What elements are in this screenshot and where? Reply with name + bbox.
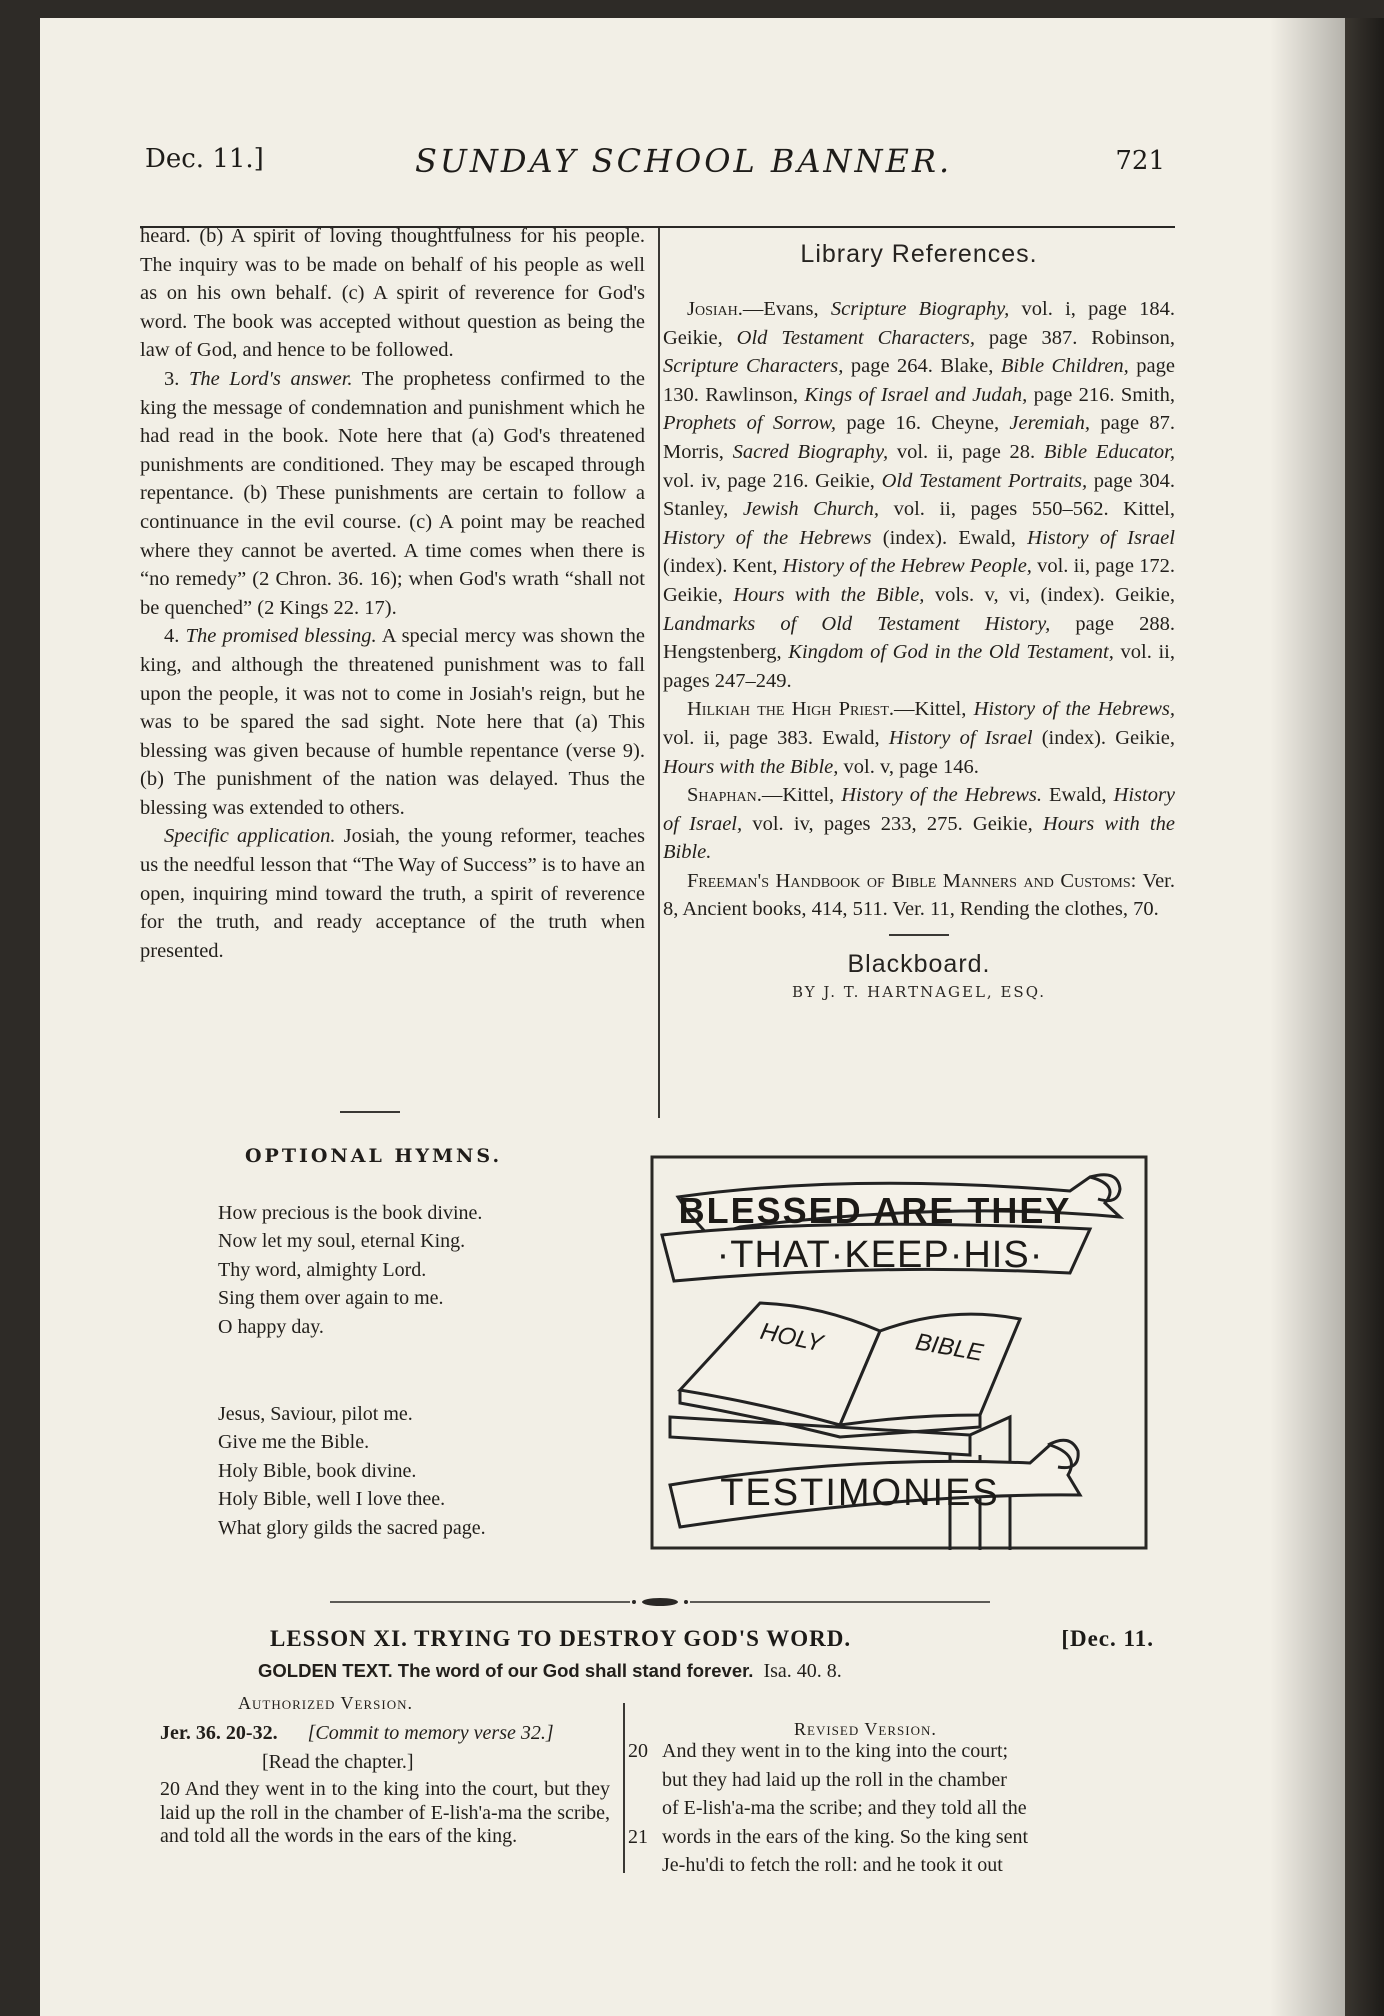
verse-number: 20 [628, 1740, 648, 1762]
verse-number [628, 1851, 662, 1880]
book-title: History of the Hebrew People, [782, 555, 1032, 578]
right-column [663, 240, 1175, 1001]
banner-mid-text: ·THAT·KEEP·HIS· [716, 1234, 1044, 1276]
section-heading: The promised blessing. [185, 625, 377, 648]
section-text: A special mercy was shown the king, and although the threatened punishment was to fall upon the people, it was not to come in Josiah's reign, but he was to be spared the sad sight. Note here that (a) This blessing was given because of humble repentance (verse 9). (b) The punishment of the nation was delayed. Thus the blessing was extended to others. [140, 625, 645, 819]
hymn-item: Holy Bible, book divine. [218, 1459, 417, 1482]
reference-text: page 216. Smith, [1027, 383, 1176, 406]
hymn-item: Now let my soul, eternal King. [218, 1230, 466, 1253]
hymn-item: Give me the Bible. [218, 1431, 370, 1454]
verse-text: but they had laid up the roll in the chamber [662, 1768, 1007, 1791]
hymn-item: Holy Bible, well I love thee. [218, 1488, 446, 1511]
reference-text: vol. ii, page 172. Geikie, [663, 555, 1175, 606]
reference-text: (index). Ewald, [871, 526, 1028, 549]
hymn-item: O happy day. [218, 1315, 324, 1338]
passage-reference [160, 1722, 554, 1745]
reference-text: —Evans, [742, 298, 831, 320]
verse-text: And they went in to the king into the court; [662, 1740, 1009, 1762]
section-number: 3. [164, 367, 180, 390]
library-title: Library References. [800, 240, 1038, 268]
lectern-top [670, 1417, 970, 1455]
reference-text: vol. i, page 184. Geikie, [663, 298, 1176, 349]
book-title: Prophets of Sorrow, [663, 412, 837, 435]
golden-text [258, 1660, 842, 1683]
revised-verses [628, 1737, 1148, 1880]
book-title: History of the Hebrews [663, 526, 872, 549]
verse-text: Je-hu'di to fetch the roll: and he took it out [662, 1854, 1003, 1876]
blackboard-illustration [650, 1155, 1148, 1550]
ornamental-divider [330, 1596, 990, 1608]
reference-text: vol. ii, pages 550–562. Kittel, [879, 498, 1175, 521]
column-rule [658, 228, 660, 1118]
verse-line [628, 1794, 1148, 1823]
golden-text-ref: Isa. 40. 8. [763, 1660, 842, 1682]
book-title: Jewish Church, [742, 498, 880, 521]
section-number: 4. [164, 625, 180, 648]
reference-text: vols. v, vi, (index). Geikie, [924, 583, 1175, 606]
hymn-item: How precious is the book divine. [218, 1202, 483, 1224]
reference-label: Hilkiah the High Priest. [687, 698, 895, 721]
passage: Jer. 36. 20-32. [160, 1722, 278, 1744]
book-title: History of Israel, [663, 784, 1176, 835]
running-head [145, 140, 1165, 184]
reference-text: —Kittel, [894, 698, 974, 721]
lesson-title: LESSON XI. TRYING TO DESTROY GOD'S WORD. [270, 1626, 852, 1651]
verse-number: 21 [628, 1825, 648, 1848]
verse-number [628, 1794, 662, 1823]
paragraph-promised-blessing [140, 622, 645, 822]
authorized-version-heading: Authorized Version. [238, 1693, 413, 1713]
reference-text: : Ver. 8, Ancient books, 414, 511. Ver. 11, Rending the clothes, 70. [663, 869, 1176, 921]
verse-line [628, 1737, 1148, 1766]
reference-text: page 16. Cheyne, [836, 412, 1010, 435]
book-title: History of Israel [888, 726, 1033, 749]
paragraph-lords-answer [140, 365, 645, 622]
scroll-text: TESTIMONIES [720, 1472, 1000, 1514]
verse-line [628, 1766, 1148, 1795]
header-title: SUNDAY SCHOOL BANNER. [415, 142, 953, 180]
book-title: Old Testament Characters, [736, 326, 975, 349]
book-left-text: HOLY [757, 1317, 826, 1358]
book-title: Old Testament Portraits, [881, 469, 1088, 492]
reference-text: page 264. Blake, [843, 355, 1001, 378]
section-rule [889, 934, 949, 936]
left-column [140, 222, 645, 965]
authorized-verse-20: 20 And they went in to the king into the court, but they laid up the roll in the chamber of E-lish'a-ma the scribe, and told all the words in the ears of the king. [160, 1778, 610, 1847]
hymn-item: Thy word, almighty Lord. [218, 1258, 427, 1281]
section-text: Josiah, the young reformer, teaches us the needful lesson that “The Way of Success” is to have an open, inquiring mind toward the truth, a spirit of reverence for the truth, and ready acceptance of the truth when presented. [140, 825, 646, 962]
reference-text: —Kittel, [761, 784, 842, 807]
lesson-date: [Dec. 11. [1061, 1626, 1154, 1651]
reference-text: page 304. Stanley, [663, 469, 1175, 521]
book-title: Hours with the Bible, [733, 583, 925, 606]
paragraph: heard. (b) A spirit of loving thoughtfulness for his people. The inquiry was to be made on behalf of his people as well as on his own behalf. (c) A spirit of reverence for God's word. The book was accepted without question as being the law of God, and hence to be followed. [140, 225, 645, 362]
book-title: Hours with the Bible, [663, 755, 839, 778]
reference-label: Shaphan. [687, 784, 762, 807]
read-chapter: [Read the chapter.] [262, 1751, 414, 1773]
book-right-text: BIBLE [913, 1328, 986, 1367]
book-title: History of Israel [1027, 526, 1175, 549]
book-title: Bible Children, [1000, 355, 1129, 378]
reference-josiah [663, 295, 1175, 695]
reference-label: Josiah. [687, 298, 743, 320]
section-heading: The Lord's answer. [189, 367, 353, 390]
verse-text: words in the ears of the king. So the king sent [662, 1825, 1029, 1848]
book-title: Scripture Characters, [663, 355, 844, 378]
reference-text: page 130. Rawlinson, [663, 355, 1175, 406]
page-gutter-shadow [1270, 18, 1345, 2016]
book-title: Bible Educator, [1043, 440, 1175, 463]
reference-text: vol. iv, pages 233, 275. Geikie, [742, 812, 1043, 835]
golden-text-body: GOLDEN TEXT. The word of our God shall stand forever. [258, 1660, 754, 1681]
reference-text: page 288. Hengstenberg, [663, 612, 1175, 664]
paragraph-specific-application [140, 822, 645, 965]
reference-hilkiah [663, 695, 1175, 781]
blackboard-title: Blackboard. [847, 950, 991, 979]
hymns-rule [340, 1111, 400, 1113]
banner-top-text: BLESSED ARE THEY [678, 1190, 1072, 1231]
lesson-heading [270, 1626, 1170, 1652]
header-date: Dec. 11.] [145, 144, 264, 174]
library-references [663, 295, 1175, 924]
page-number: 721 [1115, 146, 1165, 176]
hymn-item: Jesus, Saviour, pilot me. [218, 1403, 413, 1425]
reference-freeman [663, 867, 1175, 924]
reference-text: vol. ii, page 383. Ewald, [663, 726, 889, 749]
reference-text: page 387. Robinson, [975, 326, 1175, 349]
verse-text: of E-lish'a-ma the scribe; and they told all the [662, 1797, 1027, 1819]
book-title: Hours with the Bible. [663, 812, 1175, 864]
blackboard-byline: BY J. T. HARTNAGEL, ESQ. [791, 983, 1047, 1002]
book-title: Sacred Biography, [732, 440, 889, 463]
reference-text: page 87. Morris, [663, 412, 1175, 463]
section-heading: Specific application. [164, 825, 336, 848]
reference-text: (index). Kent, [663, 555, 783, 578]
reference-text: Ewald, [1041, 784, 1114, 807]
book-title: Kings of Israel and Judah, [804, 383, 1028, 406]
reference-text: vol. ii, page 28. [888, 440, 1044, 463]
hymns-title: OPTIONAL HYMNS. [245, 1145, 503, 1167]
reference-text: vol. iv, page 216. Geikie, [663, 469, 882, 492]
memory-verse: [Commit to memory verse 32.] [307, 1722, 554, 1744]
verse-line [628, 1823, 1148, 1852]
hymn-group-2 [218, 1400, 658, 1542]
reference-text: vol. v, page 146. [838, 755, 979, 778]
verse-line [628, 1851, 1148, 1880]
book-title: Landmarks of Old Testament History, [663, 612, 1051, 635]
lesson-column-rule [623, 1703, 625, 1873]
hymn-group-1 [218, 1199, 658, 1341]
book-edge [1345, 18, 1384, 2016]
reference-text: vol. ii, pages 247–249. [663, 641, 1175, 692]
book-title: Jeremiah, [1009, 412, 1091, 435]
book-title: History of the Hebrews, [973, 698, 1175, 721]
hymn-item: What glory gilds the sacred page. [218, 1516, 486, 1539]
reference-shaphan [663, 781, 1175, 867]
book-title: Scripture Biography, [830, 298, 1010, 320]
book-title: Kingdom of God in the Old Testament, [788, 641, 1114, 664]
book-title: History of the Hebrews. [841, 784, 1042, 807]
section-text: The prophetess confirmed to the king the message of condemnation and punishment which he had read in the book. Note here that (a) God's threatened punishments are conditioned. They may be escaped through repentance. (b) These punishments are certain to follow a continuance in the evil course. (c) A point may be reached where they cannot be averted. A time comes when there is “no remedy” (2 Chron. 36. 16); when God's wrath “shall not be quenched” (2 Kings 22. 17). [140, 367, 646, 619]
hymn-item: Sing them over again to me. [218, 1287, 444, 1310]
reference-label: Freeman's Handbook of Bible Manners and Customs [687, 869, 1131, 892]
reference-text: (index). Geikie, [1032, 726, 1176, 749]
verse-number [628, 1766, 662, 1795]
revised-version-heading: Revised Version. [794, 1719, 937, 1739]
